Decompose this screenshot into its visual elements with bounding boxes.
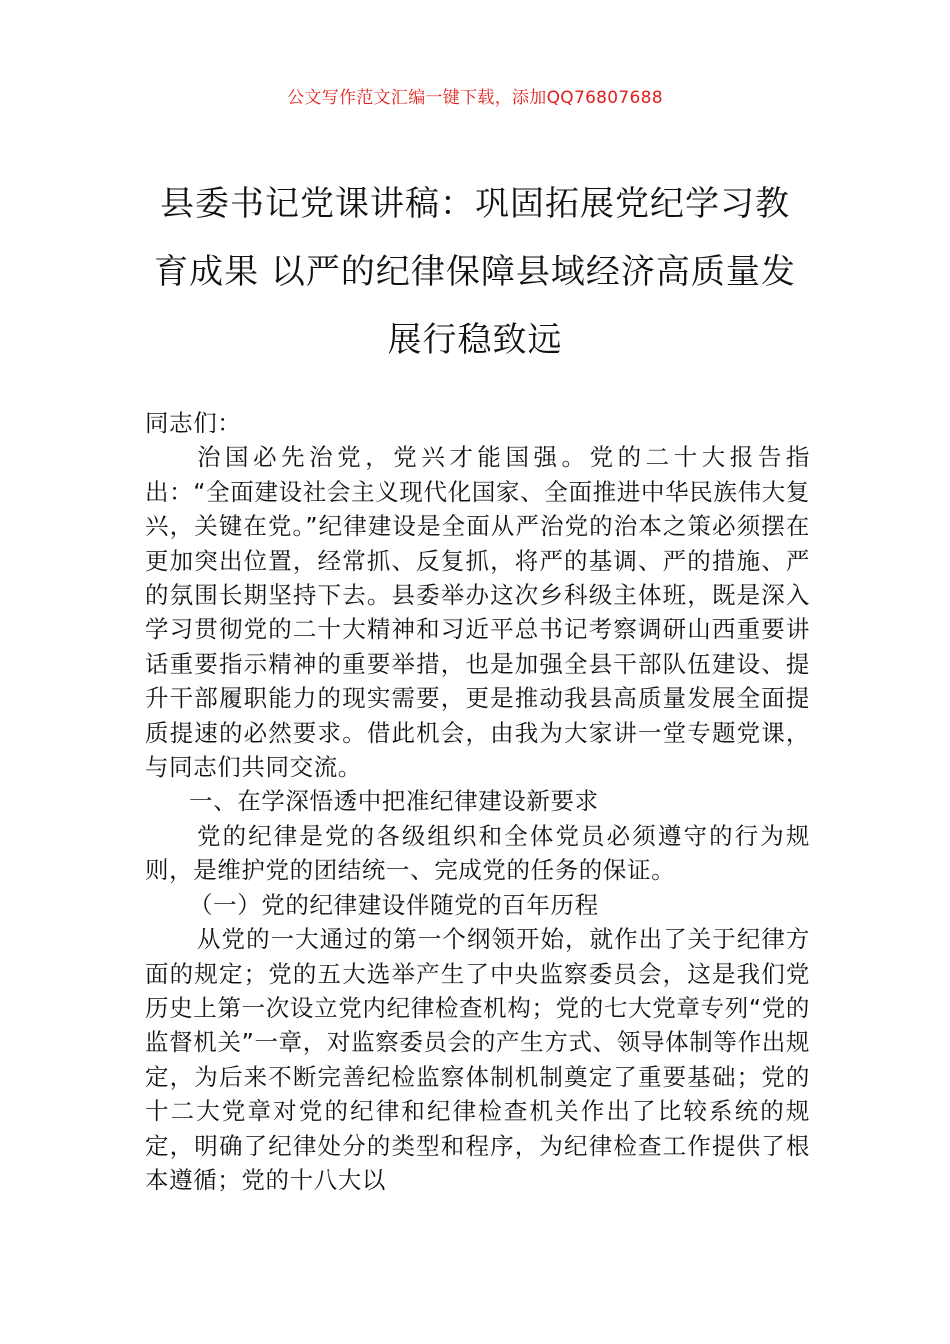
- paragraph: 党的纪律是党的各级组织和全体党员必须遵守的行为规则，是维护党的团结统一、完成党的任务的保证。: [145, 821, 810, 885]
- title-line: 育成果 以严的纪律保障县域经济高质量发: [154, 252, 796, 292]
- document-body: [145, 406, 810, 1197]
- title-line: 展行稳致远: [387, 320, 563, 360]
- download-banner: 公文写作范文汇编一键下载，添加QQ76807688: [287, 88, 663, 108]
- paragraph: 从党的一大通过的第一个纲领开始，就作出了关于纪律方面的规定；党的五大选举产生了中央监察委员会，这是我们党历史上第一次设立党内纪律检查机构；党的七大党章专列“党的监督机关”一章，对监察委员会的产生方式、领导体制等作出规定，为后来不断完善纪检监察体制机制奠定了重要基础；党的十二大党章对党的纪律和纪律检查机关作出了比较系统的规定，明确了纪律处分的类型和程序，为纪律检查工作提供了根本遵循；党的十八大以: [145, 925, 810, 1194]
- section-heading: 一、在学深悟透中把准纪律建设新要求: [189, 787, 599, 816]
- greeting: 同志们：: [145, 409, 242, 437]
- paragraph: 治国必先治党，党兴才能国强。党的二十大报告指出：“全面建设社会主义现代化国家、全面推进中华民族伟大复兴，关键在党。”纪律建设是全面从严治党的治本之策必须摆在更加突出位置，经常抓、反复抓，将严的基调、严的措施、严的氛围长期坚持下去。县委举办这次乡科级主体班，既是深入学习贯彻党的二十大精神和习近平总书记考察调研山西重要讲话重要指示精神的重要举措，也是加强全县干部队伍建设、提升干部履职能力的现实需要，更是推动我县高质量发展全面提质提速的必然要求。借此机会，由我为大家讲一堂专题党课，与同志们共同交流。: [145, 443, 810, 782]
- title-line: 县委书记党课讲稿：巩固拓展党纪学习教: [160, 184, 790, 224]
- document-title: [145, 170, 805, 374]
- subsection-heading: （一）党的纪律建设伴随党的百年历程: [189, 890, 599, 919]
